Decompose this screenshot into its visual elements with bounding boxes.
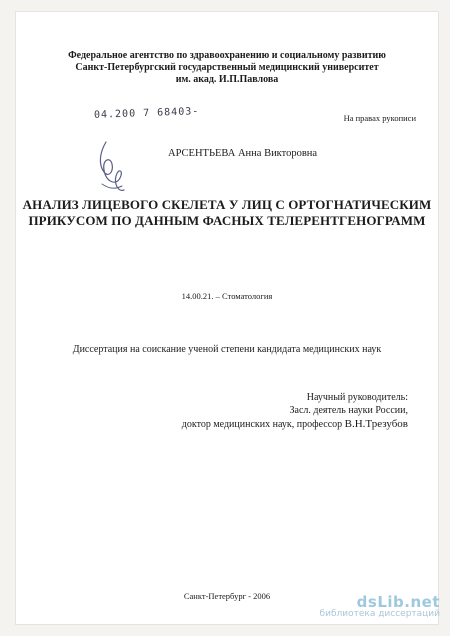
supervisor-title-line: Засл. деятель науки России,	[289, 405, 408, 416]
document-page	[16, 12, 438, 624]
supervisor-label: Научный руководитель:	[306, 392, 408, 403]
watermark-logo: dsLib.net	[356, 593, 440, 611]
registration-stamp: 04.200 7 68403-	[93, 106, 200, 121]
supervisor-degree: доктор медицинских наук, профессор	[181, 419, 345, 430]
supervisor-name: В.Н.Трезубов	[344, 418, 408, 430]
university-name-line: им. акад. И.П.Павлова	[175, 74, 279, 85]
author-name: АРСЕНТЬЕВА Анна Викторовна	[168, 148, 318, 159]
watermark	[320, 593, 440, 619]
specialty-code: 14.00.21. – Стоматология	[181, 291, 273, 301]
university-line: Санкт-Петербургский государственный медицинский университет	[75, 62, 379, 73]
watermark-subtitle: библиотека диссертаций	[319, 609, 440, 619]
dissertation-note: Диссертация на соискание ученой степени кандидата медицинских наук	[72, 344, 382, 355]
rights-label: На правах рукописи	[343, 113, 416, 123]
handwritten-signature	[96, 138, 130, 196]
agency-line: Федеральное агентство по здравоохранению и социальному развитию	[68, 50, 386, 61]
city-year: Санкт-Петербург - 2006	[183, 591, 271, 601]
dissertation-title-line-1: АНАЛИЗ ЛИЦЕВОГО СКЕЛЕТА У ЛИЦ С ОРТОГНАТИЧЕСКИМ	[22, 197, 432, 212]
dissertation-title-line-2: ПРИКУСОМ ПО ДАННЫМ ФАСНЫХ ТЕЛЕРЕНТГЕНОГРАММ	[28, 213, 426, 228]
supervisor-degree-line	[182, 418, 408, 431]
